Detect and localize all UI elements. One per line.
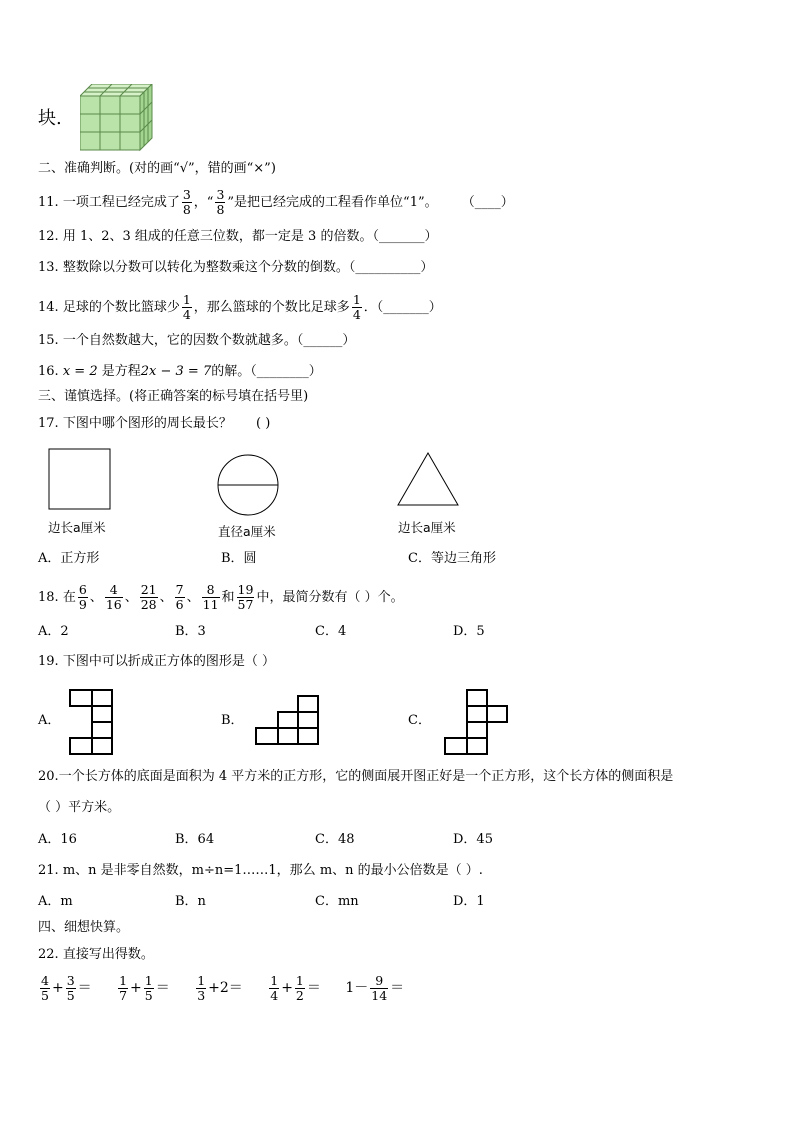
answer-blank[interactable]: （_______） [372,229,438,244]
option-c[interactable]: C．等边三角形 [408,551,496,566]
expression-3: $\frac{1}{3}$ +2＝ [197,973,243,1003]
fraction: $\frac{8}{11}$ [202,582,219,612]
section2-heading: 二、准确判断。(对的画“√”，错的画“×”) [38,161,276,176]
question-13: 13. 整数除以分数可以转化为整数乘这个分数的倒数。（__________） [38,260,434,275]
question-18: 18. 在 $\frac{6}{9}$ 、 $\frac{4}{16}$ 、 $\frac{21}{28}$ 、 $\frac{7}{6}$ 、 $\frac{8}{11}$ 和 $\frac{19}{57}$ 中，最简分数有（ ）个。 [38,582,404,612]
cube-net-c[interactable] [443,688,511,756]
question-20: 20.一个长方体的底面是面积为 4 平方米的正方形，它的侧面展开图正好是一个正方形，这个长方体的侧面积是 [38,769,674,784]
circle-figure [216,453,282,519]
question-21: 21. m、n 是非零自然数，m÷n=1……1，那么 m、n 的最小公倍数是（ ）. [38,863,483,878]
cube-net-b[interactable] [254,694,322,746]
option-b[interactable]: B． [221,713,244,728]
kuai-text: 块. [38,108,62,129]
section4-heading: 四、细想快算。 [38,920,130,935]
fraction: $\frac{7}{6}$ [175,582,184,612]
option-a[interactable]: A． [38,713,61,728]
expression-4: $\frac{1}{4}$ + $\frac{1}{2}$ ＝ [270,973,321,1003]
fraction: $\frac{19}{57}$ [237,582,254,612]
answer-blank[interactable]: （________） [250,364,322,379]
answer-blank[interactable]: （_______） [376,299,442,315]
option-d[interactable]: D．1 [453,894,485,909]
option-b[interactable]: B．3 [175,624,206,639]
option-c[interactable]: C．mn [315,894,359,909]
option-c[interactable]: C． [408,713,431,728]
option-c[interactable]: C．4 [315,624,347,639]
fraction: $\frac{1}{4}$ [182,292,191,322]
option-b[interactable]: B．64 [175,832,215,847]
expression-5: 1－ $\frac{9}{14}$ ＝ [345,973,405,1003]
question-22: 22. 直接写出得数。 [38,947,154,962]
question-14: 14. 足球的个数比篮球少 $\frac{1}{4}$ ，那么篮球的个数比足球多 $\frac{1}{4}$ ．（_______） [38,292,442,322]
option-a[interactable]: A．2 [38,624,69,639]
question-16: 16. x = 2 是方程2x − 3 = 7的解。（________） [38,364,322,379]
fraction: $\frac{3}{8}$ [216,187,225,217]
question-19: 19. 下图中可以折成正方体的图形是（ ） [38,654,275,669]
expression-2: $\frac{1}{7}$ + $\frac{1}{5}$ ＝ [119,973,170,1003]
answer-blank[interactable]: （____） [461,194,514,210]
fraction: $\frac{3}{8}$ [182,187,191,217]
question-20-continued: （ ）平方米。 [38,800,121,815]
question-17: 17. 下图中哪个图形的周长最长？ ( ) [38,416,271,431]
answer-blank[interactable]: （______） [296,333,356,348]
circle-label: 直径a厘米 [218,524,276,539]
question-11: 11. 一项工程已经完成了 $\frac{3}{8}$ ，“ $\frac{3}{8}$ ”是把已经完成的工程看作单位“1”。 （____） [38,187,514,217]
answer-blank[interactable]: （__________） [348,260,434,275]
option-b[interactable]: B．n [175,894,206,909]
fraction: $\frac{1}{4}$ [352,292,361,322]
cube-net-a[interactable] [68,688,118,756]
option-d[interactable]: D．45 [453,832,493,847]
option-b[interactable]: B．圆 [221,551,257,566]
fraction: $\frac{21}{28}$ [140,582,157,612]
option-c[interactable]: C．48 [315,832,355,847]
cube-stack-figure [80,84,154,152]
option-a[interactable]: A．16 [38,832,77,847]
section3-heading: 三、谨慎选择。(将正确答案的标号填在括号里) [38,389,309,404]
option-d[interactable]: D．5 [453,624,485,639]
square-figure [48,448,114,512]
triangle-figure [396,451,462,509]
answer-blank[interactable]: ( ) [255,416,271,431]
question-15: 15. 一个自然数越大，它的因数个数就越多。（______） [38,333,356,348]
expression-1: $\frac{4}{5}$ + $\frac{3}{5}$ ＝ [41,973,92,1003]
square-label: 边长a厘米 [48,520,106,535]
option-a[interactable]: A．正方形 [38,551,100,566]
question-12: 12. 用 1、2、3 组成的任意三位数，都一定是 3 的倍数。（_______） [38,229,438,244]
triangle-label: 边长a厘米 [398,520,456,535]
fraction: $\frac{6}{9}$ [78,582,87,612]
option-a[interactable]: A．m [38,894,73,909]
fraction: $\frac{4}{16}$ [105,582,122,612]
mental-math-row [38,974,404,1003]
